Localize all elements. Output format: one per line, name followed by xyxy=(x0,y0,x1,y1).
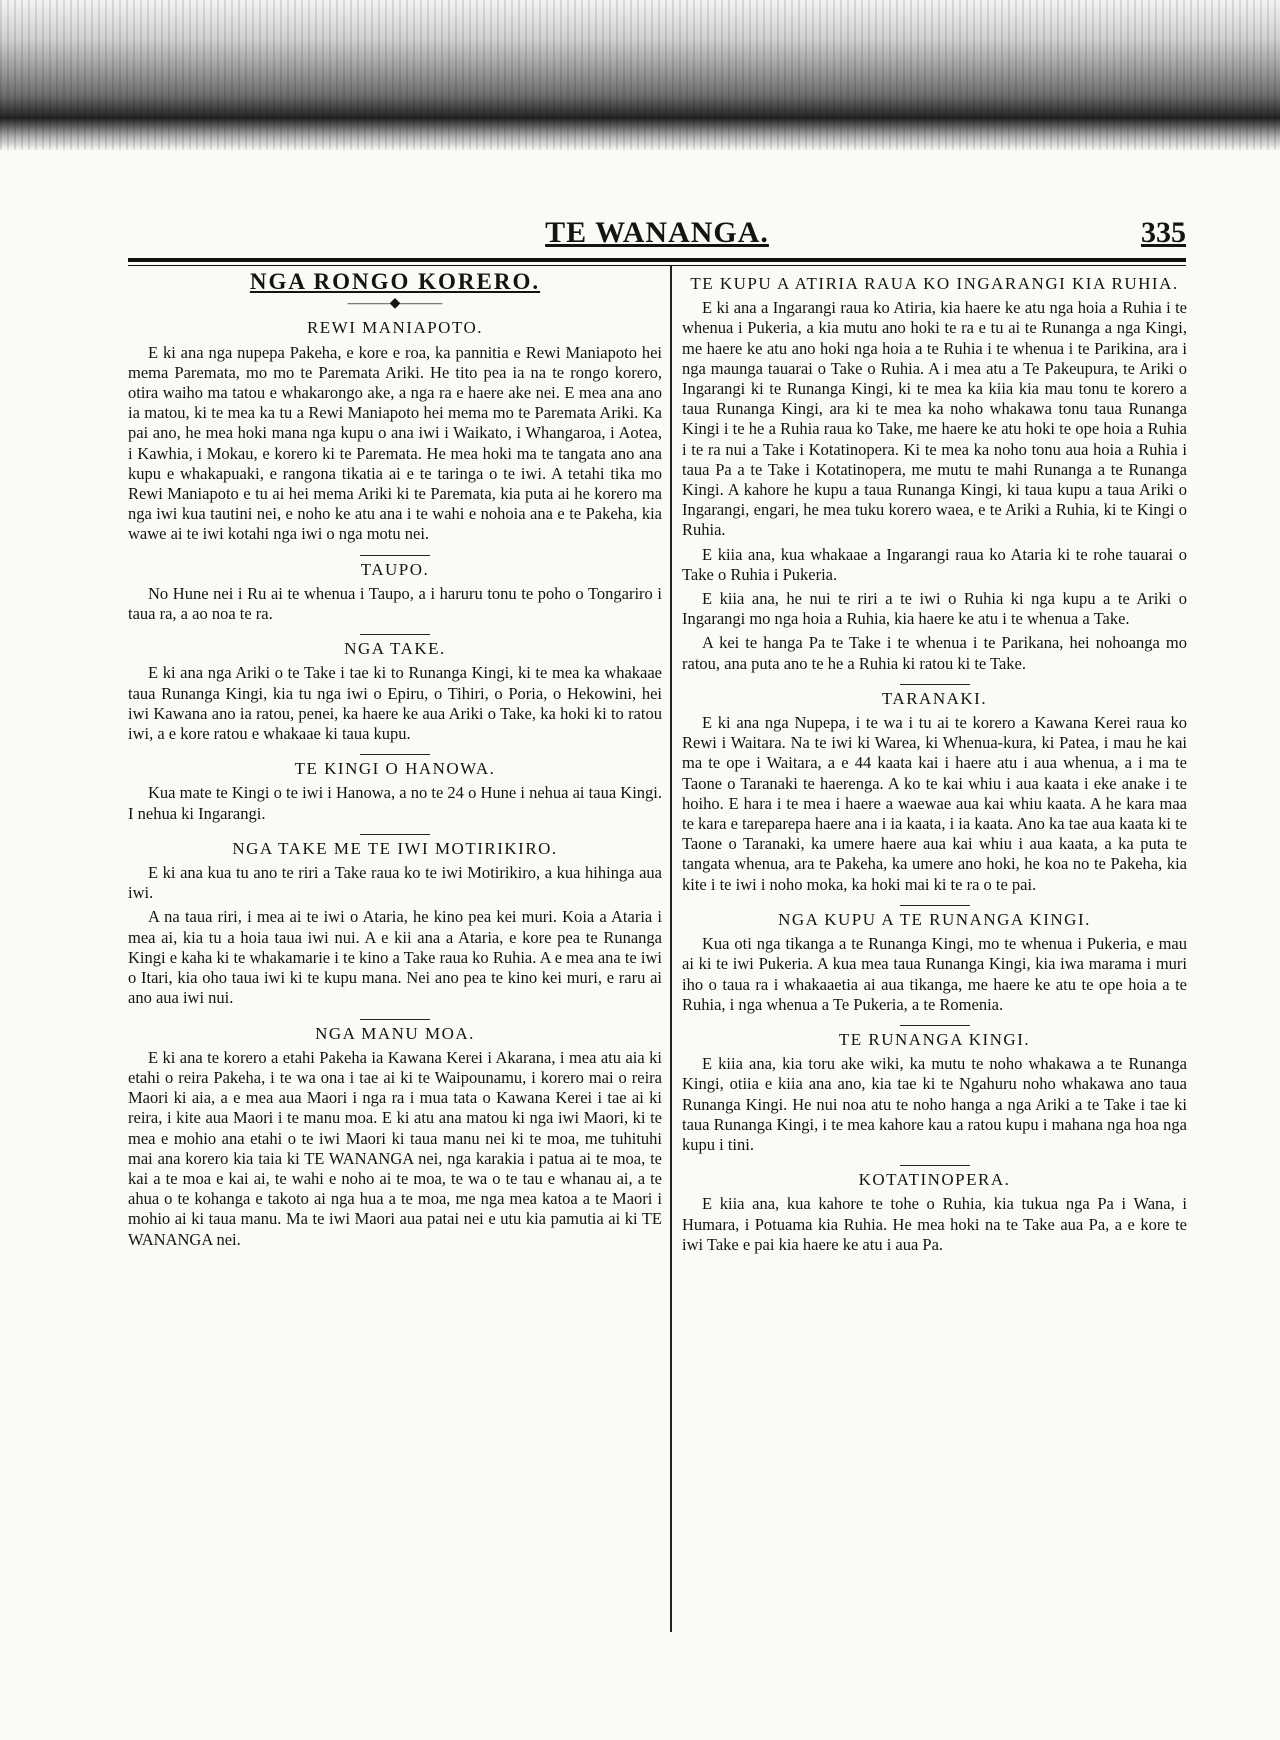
article-heading: TE KUPU A ATIRIA RAUA KO INGARANGI KIA RUHIA. xyxy=(690,274,1179,293)
article-paragraph: E ki ana kua tu ano te riri a Take raua ko te iwi Motirikiro, a kua hihinga aua iwi. xyxy=(128,863,662,903)
section-rule xyxy=(360,834,430,835)
article-heading: NGA TAKE ME TE IWI MOTIRIKIRO. xyxy=(232,838,558,858)
article-nga-kupu-a-te-runanga-kingi xyxy=(682,905,1187,1015)
article-nga-manu-moa xyxy=(128,1019,662,1250)
article-rewi-maniapoto xyxy=(128,318,662,544)
masthead-rule-thick xyxy=(128,258,1186,262)
article-te-kupu-a-atiria xyxy=(682,274,1187,674)
article-paragraph: A kei te hanga Pa te Take i te whenua i te Parikana, hei nohoanga mo ratou, ana puta ano te he a Ruhia ki ratou ki te Take. xyxy=(682,633,1187,673)
section-rule xyxy=(900,905,970,906)
article-heading: KOTATINOPERA. xyxy=(858,1170,1011,1190)
article-paragraph: E ki ana te korero a etahi Pakeha ia Kawana Kerei i Akarana, i mea atu aia ki etahi o reira Pakeha, i te wa ona i tae ai ki te Waipounamu, i korero mai o reira Maori ki aia, a e mea aua Maori i nga ra i mua tata o Kawana Kerei i tae ai ki reira, i kite aua Maori i te manu moa. E ki atu ana matou ki nga iwi Maori, ki te mea e mohio ana etahi o te iwi Maori ki taua manu nei ki te moa, me tuhituhi mai ana korero kia taia ki TE WANANGA nei, nga karakia i patua ai te moa, te kai a te moa e kai ai, te wahi e noho ai te moa, te wa o te tau e whanau ai, a te ahua o te kohanga e takoto ai nga hua a te moa, me nga mea katoa a te Maori i mohio ai ki taua manu. Ma te iwi Maori aua patai nei e utu kia pamutia ai ki TE WANANGA nei. xyxy=(128,1047,662,1249)
section-rule xyxy=(900,1025,970,1026)
article-taranaki xyxy=(682,684,1187,895)
article-paragraph: E kiia ana, kia toru ake wiki, ka mutu te noho whakawa a te Runanga Kingi, otiia e kiia ana ano, kia tae ki te Ngahuru noho whakawa ano taua Runanga Kingi. He nui noa atu te noho hanga a nga Ariki a te Take i tae ki taua Runanga Kingi, i te mea kahore kau a ratou kupu i mahana nga hoa nga kupu i tini. xyxy=(682,1054,1187,1154)
article-nga-take-me-te-iwi-motirikiro xyxy=(128,834,662,1009)
article-paragraph: Kua oti nga tikanga a te Runanga Kingi, mo te whenua i Pukeria, e mau ai ki te iwi Pukeria. A kua mea taua Runanga Kingi, kia iwa marama i muri iho o taua ra i whakaaetia ai aua tikanga, me haere ke atu te ope hoia a te Ruhia, i nga whenua a Te Pukeria, a te Romenia. xyxy=(682,934,1187,1014)
column-divider xyxy=(670,266,672,1632)
section-rule xyxy=(360,634,430,635)
article-heading: TARANAKI. xyxy=(881,688,988,708)
newspaper-title: TE WANANGA. xyxy=(545,216,769,249)
article-paragraph: E ki ana a Ingarangi raua ko Atiria, kia haere ke atu nga hoia a Ruhia i te whenua i Pukeria, a kia mutu ano hoki te ra e tu ai te Runanga a nga Kingi, me haere ke atu ano hoki nga hoia a te Ruhia i te whenua i te Parikina, ara i nga maunga tauarai o Take o Ruhia. A i mea atu a Te Pakeupura, te Ariki o Ingarangi ki te Runanga Kingi, ki te mea ka kiia kia mau tonu te korero a taua Runanga Kingi, ara ki te mea ka noho whakawa tonu taua Runanga Kingi i te he a Ruhia raua ko Take, me haere ke atu hoki te ope hoia a Ruhia i te ra nui a Take i Kotatinopera. Ki te mea ka noho tonu aua hoia a Ruhia i taua Pa a te Take i Kotatinopera, me mutu te mahi Runanga a te Runanga Kingi. A kahore he kupu a taua Runanga Kingi, ki taua kupu a taua Ariki o Ingarangi, engari, he mea tuku korero waea, e te Ariki a Ruhia, ki te Kingi o Ruhia. xyxy=(682,298,1187,540)
article-taupo xyxy=(128,555,662,625)
masthead-rule-thin xyxy=(128,265,1186,266)
main-heading: NGA RONGO KORERO. xyxy=(249,270,541,294)
article-nga-take xyxy=(128,634,662,744)
article-heading: TE RUNANGA KINGI. xyxy=(838,1029,1031,1049)
article-paragraph: E kiia ana, he nui te riri a te iwi o Ruhia ki nga kupu a te Ariki o Ingarangi mo nga hoia a Ruhia, kia haere ke atu i te whenua a Take. xyxy=(682,589,1187,629)
article-kotatinopera xyxy=(682,1165,1187,1255)
scanned-page-top-edge xyxy=(0,0,1280,150)
article-paragraph: Kua mate te Kingi o te iwi i Hanowa, a no te 24 o Hune i nehua ai taua Kingi. I nehua ki Ingarangi. xyxy=(128,783,662,823)
article-heading: TAUPO. xyxy=(360,559,430,579)
article-paragraph: No Hune nei i Ru ai te whenua i Taupo, a i haruru tonu te poho o Tongariro i taua ra, a ao noa te ra. xyxy=(128,583,662,624)
heading-ornament: ———◆——— xyxy=(347,296,443,312)
article-heading: NGA MANU MOA. xyxy=(315,1023,475,1043)
section-rule xyxy=(900,1165,970,1166)
section-rule xyxy=(360,1019,430,1020)
article-paragraph: E ki ana nga Nupepa, i te wa i tu ai te korero a Kawana Kerei raua ko Rewi i Waitara. Na te iwi ki Warea, ki Whenua-kura, ki Patea, i mau he kai ma te ope i Waitara, a e 44 kaata kai i haere atu i aua whenua, a i ma te Taone o Taranaki te haerenga. A ko te kai whiu i aua kaata i eke anake i te hoiho. E hara i te mea i haere a waewae aua kai whiu kaata. A he kara maa te kara e tareparepa haere ana i ia kaata, i ia kaata. Ano ka tae aua kaata ki te Taone o Taranaki, ka umere haere aua kai whiu i aua kaata, a ka puta te tangata whenua, ara te Pakeha, ka umere ano hoki, he koa no te Pakeha, kia kite i te iwi i noho moka, ka hoki mai ki te ra o te pai. xyxy=(682,713,1187,894)
section-rule xyxy=(360,754,430,755)
masthead xyxy=(128,216,1186,256)
article-heading: NGA KUPU A TE RUNANGA KINGI. xyxy=(778,909,1091,929)
article-heading: NGA TAKE. xyxy=(344,639,446,659)
article-heading: REWI MANIAPOTO. xyxy=(306,318,484,338)
left-column xyxy=(128,270,662,1640)
article-paragraph: E kiia ana, kua whakaae a Ingarangi raua ko Ataria ki te rohe tauarai o Take o Ruhia i Pukeria. xyxy=(682,544,1187,584)
article-paragraph: E kiia ana, kua kahore te tohe o Ruhia, kia tukua nga Pa i Wana, i Humara, i Potuama kia Ruhia. He mea hoki na te Take aua Pa, a e kore te iwi Take e pai kia haere ke atu i aua Pa. xyxy=(682,1194,1187,1254)
page-number: 335 xyxy=(1141,216,1186,249)
article-te-kingi-o-hanowa xyxy=(128,754,662,824)
article-paragraph: A na taua riri, i mea ai te iwi o Ataria, he kino pea kei muri. Koia a Ataria i mea ai, kia tu a hoia taua iwi nui. A e kii ana a Ataria, e kore pea te Runanga Kingi e kaha ki te whakamarie i te kino a Take raua ko Ruhia. A e mea ana te iwi o Itari, kia oho taua iwi ki te kupu mana. Nei ano pea te kino kei muri, e raru ai ano aua iwi nui. xyxy=(128,907,662,1008)
article-paragraph: E ki ana nga nupepa Pakeha, e kore e roa, ka pannitia e Rewi Maniapoto hei mema Paremata, mo mo te Paremata Ariki. He tito pea ia na te rongo korero, otira waiho ma tatou e whakarongo ake, a nga ra e haere ake nei. E mea ana ano ia matou, ki te mea ka tu a Rewi Maniapoto hei mema mo te Paremata Ariki. Ka pai ano, he mea hoki mana nga kupu o ana iwi i Waikato, i Whangaroa, i Aotea, i Kawhia, i Mokau, e korero ki te Paremata. He mea hoki ma te tangata ano ana kupu e whakapuaki, e rangona tikatia ai e te taringa o te iwi. A tetahi tika mo Rewi Maniapoto e tu ai hei mema Ariki ki te Paremata, kia puta ai he korero ma nga iwi kua tautini nei, e noho ke atu ana i te wahi e nohoia ana e te Pakeha, kia wawe ai te iwi kotahi nga iwi o nga motu nei. xyxy=(128,342,662,544)
section-rule xyxy=(360,555,430,556)
article-heading: TE KINGI O HANOWA. xyxy=(294,759,496,779)
article-paragraph: E ki ana nga Ariki o te Take i tae ki to Runanga Kingi, ki te mea ka whakaae taua Runanga Kingi, kia tu nga iwi o Epiru, o Tihiri, o Poria, o Hekowini, hei iwi Kawana ano ia ratou, penei, ka haere ke aua Ariki o Take, ka hoki ki to ratou iwi, a e kore ratou e whakaae ki taua kupu. xyxy=(128,663,662,744)
right-column xyxy=(682,270,1187,1640)
article-te-runanga-kingi xyxy=(682,1025,1187,1155)
section-rule xyxy=(900,684,970,685)
